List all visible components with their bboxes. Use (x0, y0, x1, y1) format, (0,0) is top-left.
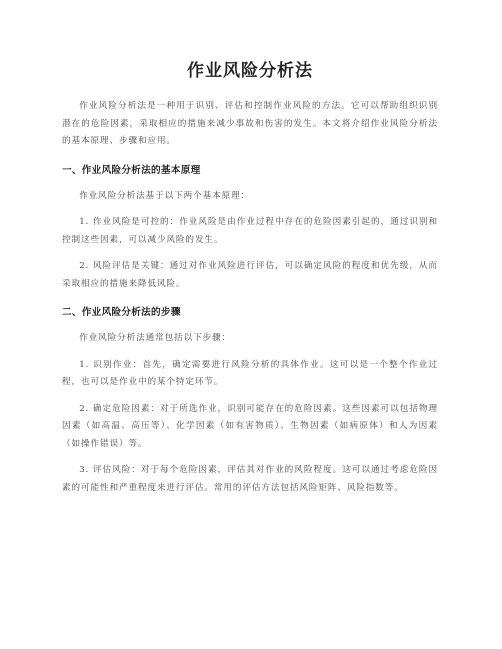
intro-paragraph: 作业风险分析法是一种用于识别、评估和控制作业风险的方法。它可以帮助组织识别潜在的危险因素，采取相应的措施来减少事故和伤害的发生。本文将介绍作业风险分析法的基本原理、步骤和应用。 (62, 101, 438, 146)
step-item-2: 2. 确定危险因素：对于所选作业，识别可能存在的危险因素。这些因素可以包括物理因素（如高温、高压等）、化学因素（如有害物质）、生物因素（如病原体）和人为因素（如操作错误）等。 (62, 403, 438, 449)
section-heading-principles: 一、作业风险分析法的基本原理 (62, 164, 201, 176)
section-lead-steps: 作业风险分析法通常包括以下步骤： (79, 333, 232, 343)
section-heading-steps: 二、作业风险分析法的步骤 (62, 307, 181, 318)
principle-item-1: 1. 作业风险是可控的：作业风险是由作业过程中存在的危险因素引起的，通过识别和控制这些因素，可以减少风险的发生。 (62, 217, 438, 245)
section-lead-principles: 作业风险分析法基于以下两个基本原理： (79, 190, 251, 201)
principle-item-2: 2. 风险评估是关键：通过对作业风险进行评估，可以确定风险的程度和优先级，从而采取相应的措施来降低风险。 (62, 261, 438, 289)
step-item-3: 3. 评估风险：对于每个危险因素，评估其对作业的风险程度。这可以通过考虑危险因素的可能性和严重程度来进行评估。常用的评估方法包括风险矩阵、风险指数等。 (62, 465, 438, 493)
document-title: 作业风险分析法 (187, 61, 313, 81)
step-item-1: 1. 识别作业：首先，确定需要进行风险分析的具体作业。这可以是一个整个作业过程，也可以是作业中的某个特定环节。 (62, 359, 438, 387)
